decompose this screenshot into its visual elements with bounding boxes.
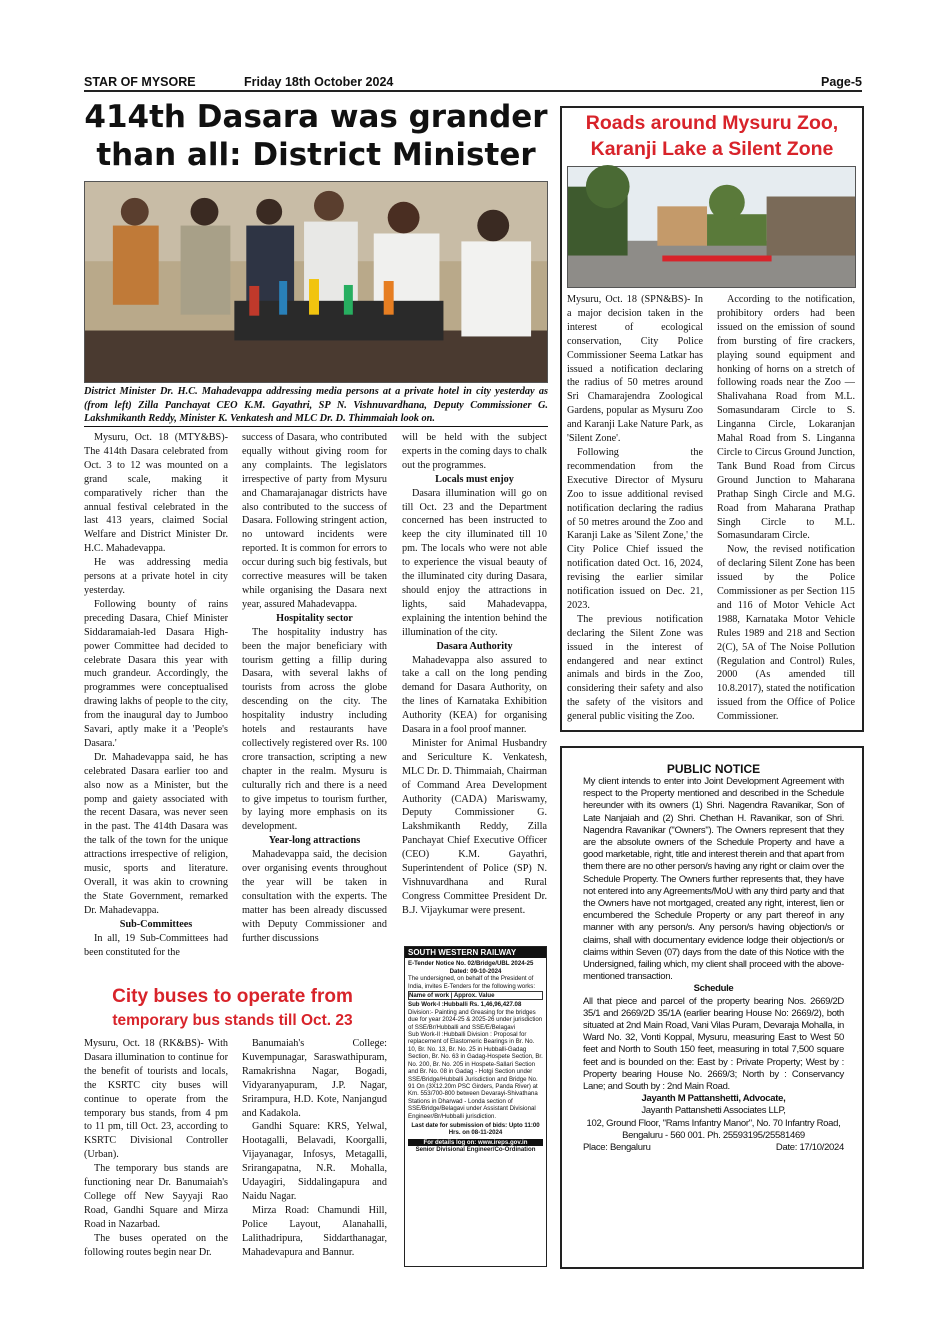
- paragraph: Following the recommendation from the Executive Director of Mysuru Zoo to issue additional revised notification declaring the radius of 50 metres around the Zoo and Karanji Lake as 'Silent Zone,' the City Police Chief issued the notification dated Oct. 16, 2024, revising the earlier similar notification issued on Dec. 21, 2023.: [567, 446, 703, 611]
- notice-title: PUBLIC NOTICE: [666, 762, 761, 776]
- paragraph: Mirza Road: Chamundi Hill, Police Layout, Alanahalli, Lalithadripura, Siddarthanagar, Mahadevapura and Bannur.: [242, 1204, 387, 1258]
- story2-column-2: [242, 1037, 387, 1265]
- firm-address: 102, Ground Floor, "Rams Infantry Manor", No. 70 Infantry Road, Bengaluru - 560 001. Ph. 25593195/25581469: [586, 1117, 841, 1141]
- story3-column-2: [717, 293, 855, 727]
- paragraph: Now, the revised notification of declaring Silent Zone has been issued by the Police Commissioner as per Section 115 and 116 of Motor Vehicle Act 1988, Karnataka Motor Vehicle Rules 1989 and 218 and Section 2(C), 5A of The Noise Pollution (Regulation and Control) Rules, 2000 (As amended till 10.8.2017), stated the notification issued from the Office of Police Commissioner.: [717, 544, 855, 723]
- subhead: Year-long attractions: [268, 835, 361, 847]
- paragraph: Gandhi Square: KRS, Yelwal, Hootagalli, Belavadi, Koorgalli, Vijayanagar, Infosys, Metagalli, Srirangapatna, N.R. Mohalla, Udayagiri, Siddalingapura and Naidu Nagar.: [242, 1121, 387, 1202]
- story3-column-1: [567, 293, 703, 727]
- story2-subheadline: temporary bus stands till Oct. 23: [112, 1012, 353, 1029]
- paragraph: The previous notification declaring the Silent Zone was issued in the interest of endangered and near extinct animals and birds in the Zoo, considering their safety and also the safety of the visitors and general public visiting the Zoo.: [567, 613, 703, 723]
- paragraph: He was addressing media persons at a private hotel in city yesterday.: [84, 557, 228, 596]
- subhead: Dasara Authority: [436, 640, 513, 652]
- paragraph: The hospitality industry has been the major beneficiary with tourism getting a fillip during Dasara, with several lakhs of tourists from across the globe descending on the city. The hospitality industry including hotels and restaurants have collectively registered over Rs. 100 crore transaction, scripting a new chapter in the realm. Mysuru is culturally rich and there is a need to give impetus to tourism further, by laying more emphasis on its development.: [242, 626, 387, 833]
- notice-date: Date: 17/10/2024: [775, 1142, 844, 1154]
- railway-ad-header: SOUTH WESTERN RAILWAY: [405, 947, 546, 958]
- advocate-name: Jayanth M Pattanshetti, Advocate,: [641, 1093, 786, 1105]
- place-date-row: [583, 1142, 844, 1154]
- notice-place: Place: Bengaluru: [583, 1142, 651, 1154]
- paragraph: The buses operated on the following routes begin near Dr.: [84, 1232, 228, 1258]
- paragraph: Dr. Mahadevappa said, he has celebrated Dasara earlier too and also now as a Minister, but the pomp and gaiety associated with the recent Dasara, was never seen in the past. The 414th Dasara was the talk of the town for the unique attractions irrespective of religion, music, sports and literature. Overall, it was akin to crowning the State Government, remarked Dr. Mahadevappa.: [84, 751, 228, 916]
- story2-column-1: [84, 1037, 228, 1265]
- paragraph: Banumaiah's College: Kuvempunagar, Saraswathipuram, Ramakrishna Nagar, Bogadi, Vidyaranyapuram, J.P. Nagar, Srirampura, H.D. Kote, Nanjangud and Kadakola.: [242, 1038, 387, 1119]
- railway-tender-ad: [404, 946, 547, 1267]
- press-meet-photo: [84, 181, 548, 383]
- issue-date: Friday 18th October 2024: [244, 75, 394, 89]
- schedule-heading: Schedule: [693, 983, 734, 995]
- firm-name: Jayanth Pattanshetti Associates LLP,: [641, 1105, 786, 1117]
- ad-line: Sub Work-I :Hubballi Rs. 1,46,96,427.08: [408, 1001, 522, 1009]
- subhead: Hospitality sector: [276, 612, 353, 624]
- paragraph: will be held with the subject experts in the coming days to chalk out the programmes.: [402, 432, 547, 471]
- paragraph: According to the notification, prohibitory orders had been issued on the emission of sound from bursting of fire crackers, playing sound equipment and honking of horns on a stretch of following roads near the Zoo — Shalivahana Road from M.L. Somasundaram Circle to S. Linganna Circle, Lokaranjan Mahal Road from S. Linganna Circle to Circus Ground Junction, Tank Bund Road from Circus Ground Junction to Maharana Prathap Singh Circle and M.G. Road from Maharana Prathap Singh Circle to M.L. Somasundaram Circle.: [717, 294, 855, 542]
- masthead: [84, 74, 862, 92]
- ad-line: The undersigned, on behalf of the President of India, invites E-Tenders for the following works:: [408, 975, 536, 990]
- story1-column-2: [242, 431, 387, 981]
- paragraph: Mahadevappa also assured to take a call on the long pending demand for Dasara Authority, on the lines of Karnataka Exhibition Authority (KEA) for organising Dasara in a fool proof manner.: [402, 654, 547, 736]
- story3-headline: Roads around Mysuru Zoo, Karanji Lake a Silent Zone: [585, 112, 839, 160]
- ad-link[interactable]: For details log on: www.ireps.gov.in: [408, 1139, 543, 1146]
- ad-line: Last date for submission of bids: Upto 11:00 Hrs. on 08-11-2024: [411, 1121, 540, 1137]
- story1-column-1: [84, 431, 228, 958]
- paper-name: STAR OF MYSORE: [84, 75, 196, 89]
- subhead: Locals must enjoy: [435, 473, 514, 485]
- public-notice: [583, 762, 844, 1252]
- story2-headline: City buses to operate from: [112, 986, 353, 1007]
- ad-line: Senior Divisional Engineer/Co-Ordination: [415, 1146, 536, 1154]
- paragraph: Dasara illumination will go on till Oct. 23 and the Department concerned has been instructed to keep the city illuminated till 10 pm. The locals who were not able to experience the visual beauty of the illuminated city during Dasara, should enjoy the attractions in lights, said Mahadevappa, explaining the intention behind the illumination of the city.: [402, 487, 547, 638]
- paragraph: Mysuru, Oct. 18 (RK&BS)- With Dasara illumination to continue for the benefit of tourists and locals, the KSRTC city buses will continue to operate from the temporary bus stands, from 4 pm to 11 pm, till Oct. 23, according to KSRTC Divisional Controller (Urban).: [84, 1038, 228, 1161]
- ad-line: Name of work | Approx. Value: [408, 991, 543, 1000]
- page-number: Page-5: [821, 75, 862, 89]
- paragraph: Mysuru, Oct. 18 (MTY&BS)- The 414th Dasara celebrated from Oct. 3 to 12 was mounted on a grand scale, making it comparatively richer than the annual festival celebrated in the last 413 years, claimed Social Welfare and District Minister Dr. H.C. Mahadevappa.: [84, 432, 228, 555]
- notice-body: My client intends to enter into Joint Development Agreement with respect to the Property mentioned and described in the Schedule hereunder with its owners (1) Shri. Nagendra Ravanikar, Son of Late Nanjaiah and (2) Shri. Chethan H. Ravanikar, son of Shri. Nagendra Ravanikar ("Owners"). The Owners represent that they are the absolute owners of the Schedule Property and have a good marketable, right, title and interest therein and that apart from them there are no other person/s having any right or claim over the Schedule Property. The Owners further represents that, they have not entered into any Agreements/MoU with any third party and that the Owners have not mortgaged, created any right, interest, lien or encumbered the Schedule Property or any part thereof in any manner with any person/s. Any person/s having objection/s or claims, shall with documentary evidence lodge their objection/s or claims within Seven (07) days from the date of this Notice with the Undersigned, failing which, my client shall proceed with the above-mentioned transaction.: [583, 776, 844, 983]
- paragraph: Minister for Animal Husbandry and Sericulture K. Venkatesh, MLC Dr. D. Thimmaiah, Chairman of Command Area Development Authority (CADA) Mariswamy, Deputy Commissioner G. Lakshmikanth Reddy, Zilla Panchayat Chief Executive Officer (CEO) K.M. Gayathri, Superintendent of Police (SP) N. Vishnuvardhana and Rural Congress Committee President Dr. B.J. Vijaykumar were present.: [402, 737, 547, 916]
- story1-headline: 414th Dasara was grander than all: District Minister: [84, 99, 548, 173]
- paragraph: Mahadevappa said, the decision over organising events throughout the year will be taken in consultation with the experts. The matter has been already discussed with Deputy Commissioner and further discussions: [242, 849, 387, 944]
- ad-line: Dated: 09-10-2024: [449, 967, 502, 975]
- ad-line: Division:- Painting and Greasing for the bridges due for year 2024-25 & 2025-26 under jurisdiction of SSE/Br/Hubballi and SSE/E/Belagavi: [408, 1008, 543, 1031]
- paragraph: Following bounty of rains preceding Dasara, Chief Minister Siddaramaiah-led Dasara High-power Committee had decided to celebrate Dasara this year with much grandeur. Accordingly, the programmes were conceptualised drawing lakhs of people to the city, from the inaugural day to Jumboo Savari, aptly make it a 'People's Dasara.': [84, 598, 228, 749]
- paragraph: In all, 19 Sub-Committees had been constituted for the: [84, 932, 228, 958]
- ad-line: E-Tender Notice No. 02/Bridge/UBL 2024-25: [408, 960, 534, 968]
- zoo-road-photo: [567, 166, 856, 288]
- paragraph: success of Dasara, who contributed equally without giving room for any complaints. The legislators irrespective of party from Mysuru and Chamarajanagar districts have also contributed to the success of Dasara. Following stringent action, no untoward incidents were reported. It is common for errors to occur during such big festivals, but corrective measures will be taken while organising the Dasara next year, assured Mahadevappa.: [242, 432, 387, 610]
- paragraph: The temporary bus stands are functioning near Dr. Banumaiah's College off New Sayyaji Rao Road, Gandhi Square and Mirza Road in Nazarbad.: [84, 1163, 228, 1230]
- subhead: Sub-Committees: [119, 918, 193, 930]
- schedule-text: All that piece and parcel of the property bearing Nos. 2669/2D 35/1 and 2669/2D 35/1A (earlier bearing House No: 2669/2), both situated at 2nd Main Road, Vani Vilas Puram, Devaraja Mohalla, in Ward No. 32, Vonti Koppal, Mysuru, measuring East to West 50 feet and North to South 150 feet, measuring in total 7,500 square feet and is bounded on the: East by : Private Property; West by : Property bearing House No. 2669/3; North by : Conservancy Lane; and South by : 2nd Main Road.: [583, 995, 844, 1093]
- photo-caption: District Minister Dr. H.C. Mahadevappa addressing media persons at a private hotel in city yesterday as (from left) Zilla Panchayat CEO K.M. Gayathri, SP N. Vishnuvardhana, Deputy Commissioner G. Lakshmikanth Reddy, Minister K. Venkatesh and MLC Dr. D. Thimmaiah look on.: [84, 385, 548, 427]
- story1-column-3: [402, 431, 547, 941]
- paragraph: Mysuru, Oct. 18 (SPN&BS)- In a major decision taken in the interest of ecological conservation, City Police Commissioner Seema Latkar has issued a notification declaring the radius of 50 metres around Sri Chamarajendra Zoological Gardens, popular as Mysuru Zoo and Karanji Lake Nature Park, as 'Silent Zone'.: [567, 294, 703, 445]
- ad-line: Sub Work-II :Hubballi Division : Proposal for replacement of Elastomeric Bearings in Br. No. 10, Br. No. 13, Br. No. 25 in Hubballi-Gadag Section, Br. No. 63 in Gadag-Hospete Section, Br. No. 200, Br. No. 205 in Hospete-Sallari Section and Br. No. 08 in Gadag - Hotgi Section under SSE/Bridge/Hubballi Jurisdiction and Bridge No. 91 On (3X12.20m PSC Girders, Panda River) at Km. 553/700-800 between Devarayi-Shivathana Stations in Dharwad - Londa section of SSE/Bridge/Belagavi under Assistant Divisional Engineer/Br/Hubballi jurisdiction.: [408, 1031, 543, 1120]
